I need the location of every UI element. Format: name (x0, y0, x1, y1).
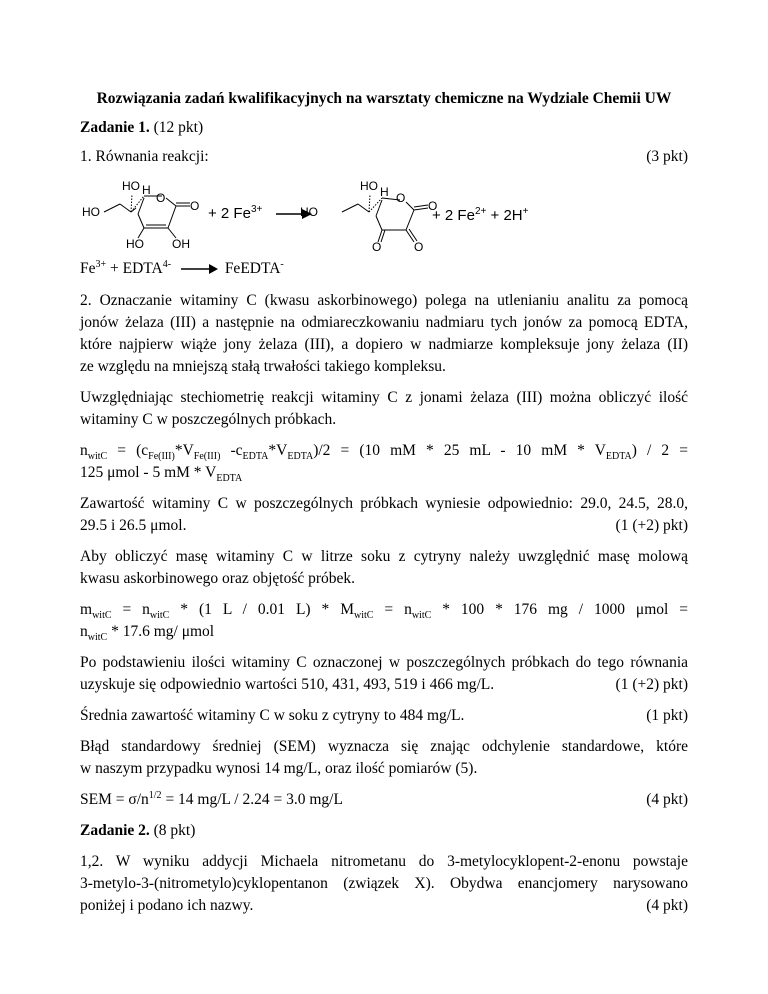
reaction2-product: FeEDTA (224, 260, 281, 277)
ascorbic-acid-structure (104, 194, 190, 238)
product-fe: + 2 Fe (432, 207, 475, 224)
reaction2-edta: + EDTA (106, 260, 163, 277)
f1-n: n (80, 442, 88, 459)
reactant-fe-charge: 3+ (250, 204, 263, 215)
task1-points: (12 pkt) (153, 119, 204, 136)
f2-n: = n (111, 601, 150, 618)
f2-l2-n-sub: witC (87, 632, 108, 644)
product-fe-charge: 2+ (474, 206, 487, 217)
f2-m: m (80, 601, 93, 618)
mol1-o-carbonyl: O (190, 199, 200, 213)
para3-line1: Uwzględniając stechiometrię reakcji witaminy C z jonami żelaza (III) można obliczyć ilość (80, 389, 688, 406)
task1-heading-line (80, 117, 688, 139)
product-h: + 2H (486, 207, 523, 224)
f1-cedta: -c (220, 442, 243, 459)
reactant-fe: + 2 Fe (208, 205, 251, 222)
task2-line1: 1,2. W wyniku addycji Michaela nitrometanu do 3-metylocyklopent-2-enonu powstaje (80, 853, 688, 870)
para8-line1: Błąd standardowy średniej (SEM) wyznacza się znając odchylenie standardowe, które (80, 738, 688, 755)
equations-heading: 1. Równania reakcji: (80, 148, 209, 165)
product-fe-text (432, 206, 529, 224)
formula2-line2 (80, 621, 688, 643)
reaction1-scheme (80, 172, 680, 252)
f2-l2-n: n (80, 623, 88, 640)
para2-line4: ze względu na mniejszą stałą trwałości takiego kompleksu. (80, 358, 446, 375)
f1-vedta-sub: EDTA (287, 451, 314, 463)
task1-heading: Zadanie 1. (80, 119, 150, 136)
mol1-o-ring: O (156, 191, 166, 205)
f1-v-sub: Fe(III) (193, 451, 221, 463)
f2-n-sub: witC (149, 610, 170, 622)
formula1-line1 (80, 440, 688, 462)
f1-c-sub: Fe(III) (148, 451, 175, 463)
formula2-line1 (80, 599, 688, 621)
f2-n2-sub: witC (411, 610, 432, 622)
para4-points: (1 (+2) pkt) (615, 517, 688, 534)
f1-result-sub: EDTA (216, 473, 243, 485)
mol2-ho-left: HO (300, 205, 318, 219)
reaction2-edta-charge: 4- (162, 258, 172, 270)
f2-m-sub: witC (92, 610, 112, 622)
para2-line3: które najpierw wiąże jony żelaza (III), a dopiero w nadmiarze kompleksuje jony żelaza (II) (80, 336, 688, 353)
para8-line2: w naszym przypadku wynosi 14 mg/L, oraz ilość pomiarów (5). (80, 760, 478, 777)
mol2-h: H (380, 185, 389, 199)
equations-heading-line (80, 146, 688, 168)
reaction2-fe-charge: 3+ (95, 258, 107, 270)
reaction2-arrow (177, 263, 219, 275)
para2-line2: jonów żelaza (III) a następnie na odmiareczkowaniu nadmiaru tych jonów za pomocą EDTA, (80, 314, 688, 331)
para6-line2 (80, 674, 688, 696)
task2-points: (8 pkt) (153, 822, 196, 839)
f1-v: *V (174, 442, 194, 459)
sem-formula (80, 789, 688, 811)
mol2-o2: O (414, 240, 424, 252)
mol2-o-ring: O (396, 191, 406, 205)
dehydroascorbic-acid-structure (342, 194, 428, 242)
task2-heading-line (80, 820, 688, 842)
sem-rest: = 14 mg/L / 2.24 = 3.0 mg/L (161, 791, 343, 808)
equations-points: (3 pkt) (646, 148, 688, 165)
para6-line1: Po podstawieniu ilości witaminy C oznaczonej w poszczególnych próbkach do tego równania (80, 654, 688, 671)
formula1-line2 (80, 462, 688, 484)
product-h-charge: + (522, 206, 529, 217)
mol1-ho-top: HO (122, 179, 140, 193)
task2-line3-text: poniżej i podano ich nazwy. (80, 897, 254, 914)
sem-text: SEM = σ/n (80, 791, 149, 808)
task2-line3 (80, 895, 688, 917)
mol2-o1: O (372, 240, 382, 252)
f2-l2-rest: * 17.6 mg/ μmol (107, 623, 215, 640)
f2-n2: = n (373, 601, 412, 618)
f2-mw: * (1 L / 0.01 L) * M (169, 601, 354, 618)
f1-c: = (c (107, 442, 149, 459)
f1-numeric-sub: EDTA (605, 451, 632, 463)
f2-end: * 100 * 176 mg / 1000 μmol = (431, 601, 688, 618)
reaction2-product-charge: - (280, 258, 284, 270)
task2-line2: 3-metylo-3-(nitrometylo)cyklopentanon (związek X). Obydwa enancjomery narysowano (80, 875, 688, 892)
task2-heading: Zadanie 2. (80, 822, 150, 839)
mol2-o-carbonyl: O (428, 199, 438, 213)
f1-n-sub: witC (87, 451, 108, 463)
f1-numeric: )/2 = (10 mM * 25 mL - 10 mM * V (313, 442, 606, 459)
para7 (80, 705, 688, 727)
para4-line1: Zawartość witaminy C w poszczególnych próbkach wyniesie odpowiednio: 29.0, 24.5, 28.0, (80, 495, 688, 512)
para5-line2: kwasu askorbinowego oraz objętość próbek. (80, 570, 356, 587)
para2-line1: 2. Oznaczanie witaminy C (kwasu askorbinowego) polega na utlenianiu analitu za pomocą (80, 292, 688, 309)
f1-end: ) / 2 = (631, 442, 688, 459)
mol2-ho-top: HO (360, 179, 378, 193)
para7-text: Średnia zawartość witaminy C w soku z cytryny to 484 mg/L. (80, 707, 465, 724)
f1-result: 125 μmol - 5 mM * V (80, 464, 217, 481)
sem-sup: 1/2 (148, 789, 162, 801)
para4-line2 (80, 515, 688, 537)
f2-mw-sub: witC (354, 610, 374, 622)
sem-points: (4 pkt) (646, 791, 688, 808)
para6-text: uzyskuje się odpowiednio wartości 510, 431, 493, 519 i 466 mg/L. (80, 676, 495, 693)
mol1-oh-bottom: OH (172, 237, 190, 251)
para3-line2: witaminy C w poszczególnych próbkach. (80, 411, 337, 428)
para4-text: 29.5 i 26.5 μmol. (80, 517, 187, 534)
para5-line1: Aby obliczyć masę witaminy C w litrze soku z cytryny należy uwzględnić masę molową (80, 548, 688, 565)
page-title: Rozwiązania zadań kwalifikacyjnych na warsztaty chemiczne na Wydziale Chemii UW (96, 90, 672, 107)
reaction2-fe: Fe (80, 260, 96, 277)
reactant-fe-text (208, 204, 263, 222)
f1-vedta: *V (268, 442, 288, 459)
mol1-ho-bottom: HO (126, 237, 144, 251)
f1-cedta-sub: EDTA (242, 451, 269, 463)
para7-points: (1 pkt) (646, 707, 688, 724)
mol1-ho-left: HO (82, 205, 100, 219)
para6-points: (1 (+2) pkt) (615, 676, 688, 693)
reaction2 (80, 258, 688, 280)
task2-points-right: (4 pkt) (646, 897, 688, 914)
mol1-h: H (142, 183, 151, 197)
